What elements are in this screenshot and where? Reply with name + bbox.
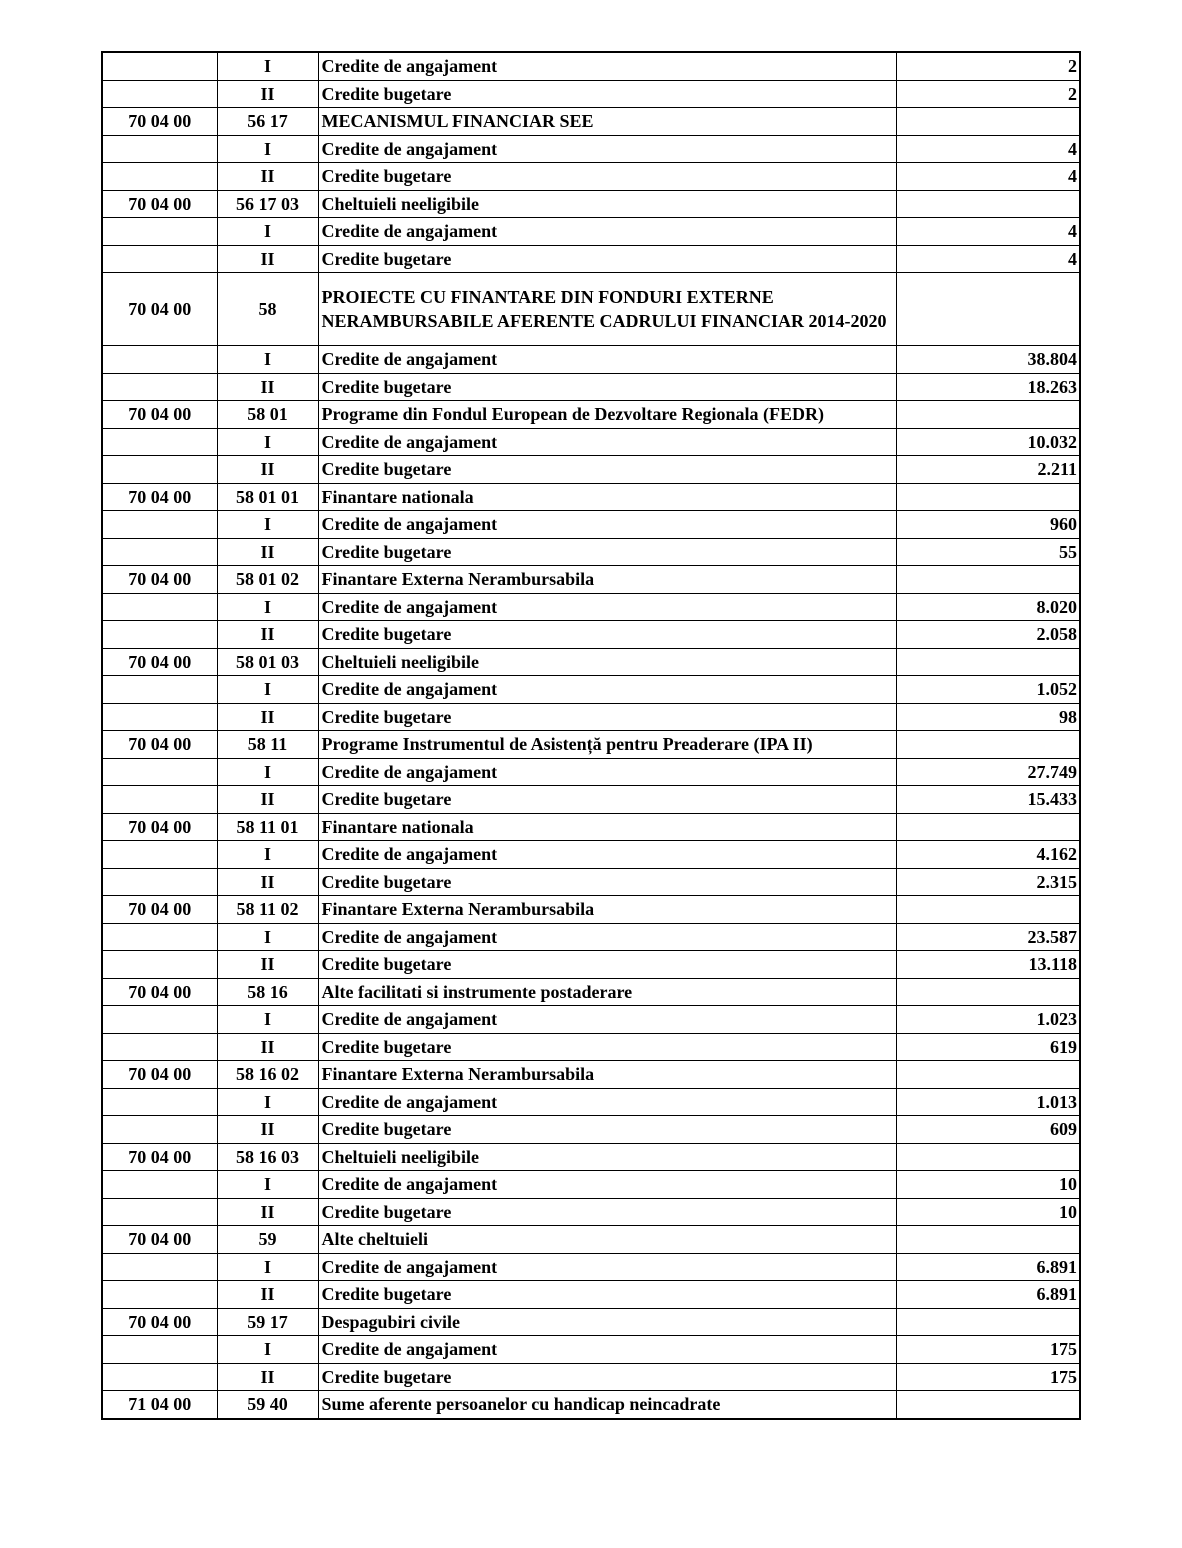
article-code-cell: 58 16 03 xyxy=(217,1143,318,1171)
description-cell: Credite de angajament xyxy=(318,676,896,704)
amount-cell xyxy=(896,1226,1080,1254)
chapter-code-cell xyxy=(102,346,217,374)
article-code-cell: I xyxy=(217,346,318,374)
amount-cell: 609 xyxy=(896,1116,1080,1144)
chapter-code-cell: 70 04 00 xyxy=(102,978,217,1006)
chapter-code-cell xyxy=(102,373,217,401)
amount-cell: 2.211 xyxy=(896,456,1080,484)
chapter-code-cell xyxy=(102,163,217,191)
amount-cell xyxy=(896,1061,1080,1089)
chapter-code-cell: 70 04 00 xyxy=(102,401,217,429)
article-code-cell: II xyxy=(217,80,318,108)
article-code-cell: II xyxy=(217,951,318,979)
article-code-cell: 58 11 02 xyxy=(217,896,318,924)
table-row xyxy=(102,813,1080,841)
chapter-code-cell: 70 04 00 xyxy=(102,1226,217,1254)
description-cell: Finantare nationala xyxy=(318,483,896,511)
table-row xyxy=(102,218,1080,246)
chapter-code-cell xyxy=(102,758,217,786)
table-row xyxy=(102,676,1080,704)
article-code-cell: II xyxy=(217,868,318,896)
chapter-code-cell xyxy=(102,80,217,108)
description-cell: Credite bugetare xyxy=(318,786,896,814)
table-row xyxy=(102,1253,1080,1281)
description-cell: Credite bugetare xyxy=(318,245,896,273)
description-cell: Credite bugetare xyxy=(318,621,896,649)
amount-cell: 10 xyxy=(896,1171,1080,1199)
amount-cell: 23.587 xyxy=(896,923,1080,951)
description-cell: Alte facilitati si instrumente postaderare xyxy=(318,978,896,1006)
chapter-code-cell xyxy=(102,511,217,539)
table-row xyxy=(102,401,1080,429)
table-row xyxy=(102,896,1080,924)
amount-cell: 6.891 xyxy=(896,1281,1080,1309)
table-row xyxy=(102,273,1080,346)
chapter-code-cell xyxy=(102,1363,217,1391)
article-code-cell: I xyxy=(217,428,318,456)
amount-cell xyxy=(896,190,1080,218)
article-code-cell: 56 17 xyxy=(217,108,318,136)
description-cell: Finantare nationala xyxy=(318,813,896,841)
chapter-code-cell xyxy=(102,676,217,704)
amount-cell xyxy=(896,566,1080,594)
chapter-code-cell: 70 04 00 xyxy=(102,648,217,676)
chapter-code-cell: 70 04 00 xyxy=(102,566,217,594)
chapter-code-cell xyxy=(102,1006,217,1034)
amount-cell: 619 xyxy=(896,1033,1080,1061)
description-cell: Cheltuieli neeligibile xyxy=(318,648,896,676)
table-row xyxy=(102,703,1080,731)
description-cell: Credite de angajament xyxy=(318,428,896,456)
article-code-cell: II xyxy=(217,621,318,649)
description-cell: Credite de angajament xyxy=(318,841,896,869)
chapter-code-cell xyxy=(102,1033,217,1061)
chapter-code-cell xyxy=(102,593,217,621)
chapter-code-cell xyxy=(102,456,217,484)
table-row xyxy=(102,483,1080,511)
amount-cell: 38.804 xyxy=(896,346,1080,374)
chapter-code-cell xyxy=(102,1116,217,1144)
table-row xyxy=(102,841,1080,869)
article-code-cell: I xyxy=(217,758,318,786)
chapter-code-cell xyxy=(102,703,217,731)
article-code-cell: I xyxy=(217,923,318,951)
chapter-code-cell: 70 04 00 xyxy=(102,273,217,346)
chapter-code-cell xyxy=(102,538,217,566)
article-code-cell: I xyxy=(217,511,318,539)
article-code-cell: II xyxy=(217,1033,318,1061)
table-row xyxy=(102,456,1080,484)
article-code-cell: II xyxy=(217,1198,318,1226)
table-row xyxy=(102,621,1080,649)
chapter-code-cell xyxy=(102,621,217,649)
article-code-cell: II xyxy=(217,786,318,814)
description-cell: Credite de angajament xyxy=(318,1006,896,1034)
amount-cell xyxy=(896,1391,1080,1419)
description-cell: Credite de angajament xyxy=(318,346,896,374)
chapter-code-cell: 70 04 00 xyxy=(102,896,217,924)
description-cell: Credite bugetare xyxy=(318,868,896,896)
chapter-code-cell xyxy=(102,868,217,896)
table-row xyxy=(102,731,1080,759)
amount-cell: 27.749 xyxy=(896,758,1080,786)
article-code-cell: II xyxy=(217,1363,318,1391)
amount-cell: 175 xyxy=(896,1336,1080,1364)
table-row xyxy=(102,923,1080,951)
table-row xyxy=(102,373,1080,401)
amount-cell: 175 xyxy=(896,1363,1080,1391)
article-code-cell: 58 16 xyxy=(217,978,318,1006)
chapter-code-cell xyxy=(102,52,217,80)
table-row xyxy=(102,1143,1080,1171)
amount-cell xyxy=(896,896,1080,924)
chapter-code-cell xyxy=(102,786,217,814)
description-cell: Credite de angajament xyxy=(318,1253,896,1281)
amount-cell xyxy=(896,731,1080,759)
chapter-code-cell xyxy=(102,428,217,456)
description-cell: MECANISMUL FINANCIAR SEE xyxy=(318,108,896,136)
article-code-cell: I xyxy=(217,1336,318,1364)
table-row xyxy=(102,163,1080,191)
amount-cell xyxy=(896,108,1080,136)
amount-cell: 4 xyxy=(896,163,1080,191)
description-cell: Programe din Fondul European de Dezvoltare Regionala (FEDR) xyxy=(318,401,896,429)
article-code-cell: 58 01 xyxy=(217,401,318,429)
table-row xyxy=(102,538,1080,566)
amount-cell: 98 xyxy=(896,703,1080,731)
table-row xyxy=(102,1308,1080,1336)
chapter-code-cell xyxy=(102,1198,217,1226)
table-row xyxy=(102,593,1080,621)
table-row xyxy=(102,1171,1080,1199)
description-cell: Credite de angajament xyxy=(318,1336,896,1364)
description-cell: Credite bugetare xyxy=(318,703,896,731)
article-code-cell: II xyxy=(217,245,318,273)
amount-cell: 1.013 xyxy=(896,1088,1080,1116)
article-code-cell: 59 xyxy=(217,1226,318,1254)
article-code-cell: 58 11 01 xyxy=(217,813,318,841)
description-cell: Finantare Externa Nerambursabila xyxy=(318,1061,896,1089)
table-row xyxy=(102,1033,1080,1061)
chapter-code-cell: 71 04 00 xyxy=(102,1391,217,1419)
table-row xyxy=(102,786,1080,814)
description-cell: Credite bugetare xyxy=(318,1033,896,1061)
table-row xyxy=(102,511,1080,539)
table-row xyxy=(102,1281,1080,1309)
description-cell: Finantare Externa Nerambursabila xyxy=(318,896,896,924)
article-code-cell: II xyxy=(217,456,318,484)
description-cell: Credite bugetare xyxy=(318,163,896,191)
description-cell: Cheltuieli neeligibile xyxy=(318,190,896,218)
table-row xyxy=(102,1088,1080,1116)
table-row xyxy=(102,245,1080,273)
table-row xyxy=(102,978,1080,1006)
amount-cell: 4 xyxy=(896,218,1080,246)
table-row xyxy=(102,52,1080,80)
chapter-code-cell xyxy=(102,218,217,246)
amount-cell xyxy=(896,978,1080,1006)
article-code-cell: I xyxy=(217,593,318,621)
table-row xyxy=(102,1061,1080,1089)
article-code-cell: I xyxy=(217,1088,318,1116)
description-cell: Credite de angajament xyxy=(318,1171,896,1199)
description-cell: Credite de angajament xyxy=(318,135,896,163)
article-code-cell: I xyxy=(217,841,318,869)
amount-cell xyxy=(896,483,1080,511)
description-cell: Credite bugetare xyxy=(318,80,896,108)
description-cell: Credite bugetare xyxy=(318,1363,896,1391)
description-cell: Credite de angajament xyxy=(318,218,896,246)
amount-cell: 10.032 xyxy=(896,428,1080,456)
amount-cell: 2.315 xyxy=(896,868,1080,896)
article-code-cell: II xyxy=(217,538,318,566)
article-code-cell: 58 01 01 xyxy=(217,483,318,511)
description-cell: Credite bugetare xyxy=(318,456,896,484)
chapter-code-cell: 70 04 00 xyxy=(102,813,217,841)
description-cell: Credite bugetare xyxy=(318,1281,896,1309)
article-code-cell: 58 xyxy=(217,273,318,346)
article-code-cell: 59 40 xyxy=(217,1391,318,1419)
chapter-code-cell xyxy=(102,1253,217,1281)
article-code-cell: 59 17 xyxy=(217,1308,318,1336)
description-cell: Despagubiri civile xyxy=(318,1308,896,1336)
amount-cell: 2 xyxy=(896,80,1080,108)
chapter-code-cell: 70 04 00 xyxy=(102,1143,217,1171)
chapter-code-cell xyxy=(102,135,217,163)
description-cell: Credite de angajament xyxy=(318,758,896,786)
amount-cell: 55 xyxy=(896,538,1080,566)
amount-cell: 2 xyxy=(896,52,1080,80)
table-row xyxy=(102,108,1080,136)
chapter-code-cell xyxy=(102,245,217,273)
table-row xyxy=(102,1116,1080,1144)
chapter-code-cell: 70 04 00 xyxy=(102,190,217,218)
description-cell: Finantare Externa Nerambursabila xyxy=(318,566,896,594)
chapter-code-cell xyxy=(102,1281,217,1309)
budget-table-body xyxy=(102,52,1080,1419)
description-cell: Sume aferente persoanelor cu handicap neincadrate xyxy=(318,1391,896,1419)
description-cell: PROIECTE CU FINANTARE DIN FONDURI EXTERNE NERAMBURSABILE AFERENTE CADRULUI FINANCIAR 2014-2020 xyxy=(318,273,896,346)
amount-cell: 4.162 xyxy=(896,841,1080,869)
chapter-code-cell xyxy=(102,923,217,951)
chapter-code-cell: 70 04 00 xyxy=(102,108,217,136)
table-row xyxy=(102,1226,1080,1254)
amount-cell: 13.118 xyxy=(896,951,1080,979)
table-row xyxy=(102,1336,1080,1364)
chapter-code-cell xyxy=(102,1336,217,1364)
table-row xyxy=(102,1363,1080,1391)
article-code-cell: I xyxy=(217,218,318,246)
chapter-code-cell: 70 04 00 xyxy=(102,1061,217,1089)
amount-cell xyxy=(896,273,1080,346)
amount-cell: 8.020 xyxy=(896,593,1080,621)
article-code-cell: II xyxy=(217,1281,318,1309)
table-row xyxy=(102,566,1080,594)
article-code-cell: 58 16 02 xyxy=(217,1061,318,1089)
description-cell: Credite bugetare xyxy=(318,951,896,979)
amount-cell: 1.023 xyxy=(896,1006,1080,1034)
table-row xyxy=(102,648,1080,676)
amount-cell: 4 xyxy=(896,245,1080,273)
chapter-code-cell xyxy=(102,951,217,979)
amount-cell: 960 xyxy=(896,511,1080,539)
description-cell: Programe Instrumentul de Asistență pentru Preaderare (IPA II) xyxy=(318,731,896,759)
amount-cell: 15.433 xyxy=(896,786,1080,814)
description-cell: Credite bugetare xyxy=(318,373,896,401)
description-cell: Credite bugetare xyxy=(318,538,896,566)
article-code-cell: I xyxy=(217,676,318,704)
table-row xyxy=(102,1006,1080,1034)
table-row xyxy=(102,1198,1080,1226)
article-code-cell: II xyxy=(217,703,318,731)
table-row xyxy=(102,190,1080,218)
chapter-code-cell: 70 04 00 xyxy=(102,1308,217,1336)
table-row xyxy=(102,1391,1080,1419)
description-cell: Credite bugetare xyxy=(318,1116,896,1144)
chapter-code-cell: 70 04 00 xyxy=(102,731,217,759)
description-cell: Cheltuieli neeligibile xyxy=(318,1143,896,1171)
table-row xyxy=(102,80,1080,108)
article-code-cell: I xyxy=(217,52,318,80)
article-code-cell: 58 01 02 xyxy=(217,566,318,594)
amount-cell xyxy=(896,648,1080,676)
amount-cell xyxy=(896,1143,1080,1171)
article-code-cell: II xyxy=(217,1116,318,1144)
table-row xyxy=(102,868,1080,896)
description-cell: Credite de angajament xyxy=(318,52,896,80)
description-cell: Credite de angajament xyxy=(318,593,896,621)
table-row xyxy=(102,758,1080,786)
amount-cell: 1.052 xyxy=(896,676,1080,704)
chapter-code-cell: 70 04 00 xyxy=(102,483,217,511)
description-cell: Alte cheltuieli xyxy=(318,1226,896,1254)
amount-cell: 18.263 xyxy=(896,373,1080,401)
article-code-cell: I xyxy=(217,1253,318,1281)
amount-cell xyxy=(896,813,1080,841)
description-cell: Credite de angajament xyxy=(318,923,896,951)
chapter-code-cell xyxy=(102,1171,217,1199)
table-row xyxy=(102,346,1080,374)
article-code-cell: I xyxy=(217,1006,318,1034)
amount-cell: 2.058 xyxy=(896,621,1080,649)
article-code-cell: I xyxy=(217,1171,318,1199)
amount-cell: 6.891 xyxy=(896,1253,1080,1281)
description-cell: Credite de angajament xyxy=(318,511,896,539)
table-row xyxy=(102,135,1080,163)
amount-cell: 4 xyxy=(896,135,1080,163)
amount-cell: 10 xyxy=(896,1198,1080,1226)
table-row xyxy=(102,951,1080,979)
article-code-cell: II xyxy=(217,373,318,401)
budget-table xyxy=(101,51,1081,1420)
article-code-cell: 56 17 03 xyxy=(217,190,318,218)
chapter-code-cell xyxy=(102,1088,217,1116)
article-code-cell: 58 11 xyxy=(217,731,318,759)
amount-cell xyxy=(896,401,1080,429)
article-code-cell: I xyxy=(217,135,318,163)
description-cell: Credite bugetare xyxy=(318,1198,896,1226)
table-row xyxy=(102,428,1080,456)
description-cell: Credite de angajament xyxy=(318,1088,896,1116)
article-code-cell: II xyxy=(217,163,318,191)
chapter-code-cell xyxy=(102,841,217,869)
article-code-cell: 58 01 03 xyxy=(217,648,318,676)
amount-cell xyxy=(896,1308,1080,1336)
